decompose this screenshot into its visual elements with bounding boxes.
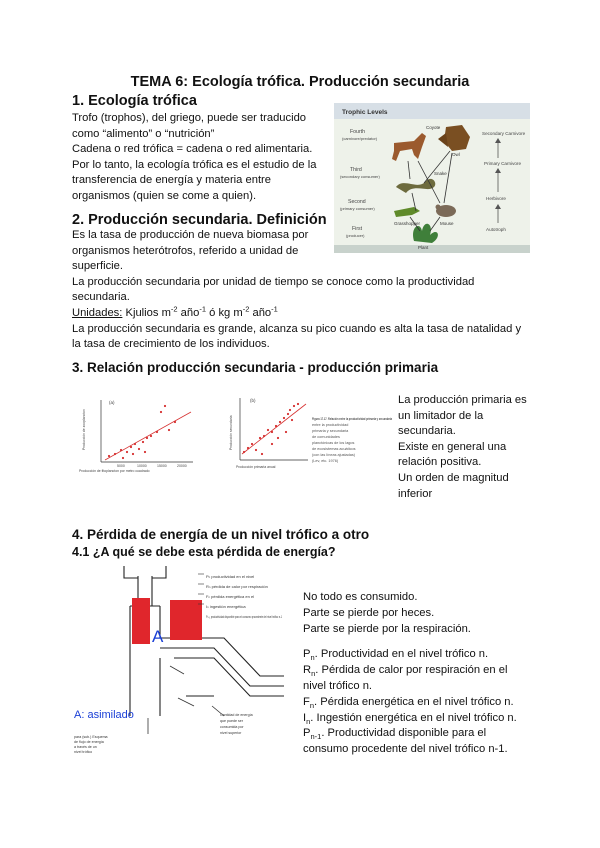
scatter-point [138,448,140,450]
section1-heading: 1. Ecología trófica [72,93,197,109]
text-line: la tasa de crecimiento de los individuos. [72,338,270,351]
text-line: transferencia de energía y materia entre [72,174,271,187]
level-name: Fourth [350,129,365,135]
svg-text:(Lev, etc. 1976): (Lev, etc. 1976) [312,459,339,463]
text-line: Parte se pierde por la respiración. [303,622,471,635]
level-name: First [352,226,363,232]
text-line: No todo es consumido. [303,591,418,603]
scatter-point [271,431,273,433]
scatter-point [289,409,291,411]
text-line: como “alimento” o “nutrición” [72,127,215,140]
level-name: Third [350,167,362,173]
level-sub: (secondary consumer) [340,174,380,179]
scatter-point [277,437,279,439]
section4-text [303,590,517,758]
level-sub: (primary consumer) [340,206,375,211]
scatter-point [267,429,269,431]
scatter-point [263,435,265,437]
text-line: Parte se pierde por heces. [303,606,435,619]
definition-line: $R_n$. Pérdida de calor por respiración en el [303,664,508,679]
text-line: La producción secundaria es grande, alcanza su pico cuando es alta la tasa de natalidad y [72,322,522,335]
scatter-point [144,451,146,453]
svg-text:(con las líneas ajustadas): (con las líneas ajustadas) [312,453,356,457]
scatter-point [134,443,136,445]
svg-text:10000: 10000 [137,464,147,468]
svg-text:Cantidad de energía: Cantidad de energía [220,713,253,717]
svg-text:de comunidades: de comunidades [312,435,340,439]
level-sub: (producer) [346,233,365,238]
scatter-point [287,413,289,415]
svg-text:5000: 5000 [117,464,125,468]
text-line: relación positiva. [398,456,482,469]
svg-text:planctónicas de los lagos: planctónicas de los lagos [312,441,355,445]
chart-caption: Figura 17.17. Relación entre la productividad primaria y secundaria [312,417,393,421]
definition-line: $I_n$. Ingestión energética en el nivel trófico n. [303,711,517,726]
svg-text:Plant: Plant [418,245,429,250]
asimilado-label: A: asimilado [74,709,134,721]
scatter-point [283,417,285,419]
section4-heading: 4. Pérdida de energía de un nivel trófico a otro [72,527,370,542]
svg-text:nivel trófico: nivel trófico [74,750,93,754]
scatter-point [130,446,132,448]
svg-text:Mouse: Mouse [440,221,454,226]
scatter-point [132,453,134,455]
scatter-point [122,457,124,459]
figure-title: Trophic Levels [342,109,388,116]
scatter-point [114,453,116,455]
svg-text:primaria y secundaria: primaria y secundaria [312,429,349,433]
text-line: Por lo tanto, la ecología trófica es el estudio de la [72,158,317,171]
svg-text:de ecosistemas acuáticos: de ecosistemas acuáticos [312,447,356,451]
svg-text:a través de un: a través de un [74,745,97,749]
scatter-point [146,437,148,439]
units-label: Unidades: [72,306,123,319]
scatter-point [261,453,263,455]
role-label: Herbivore [486,196,506,201]
section1-text [72,111,316,205]
units-line: Unidades: Kjulios $m^{-2}$ año$^{-1}$ ó kg $m^{-2}$ año$^{-1}$ [72,304,278,319]
text-line: un limitador de la [398,409,484,422]
chart-b-label: (b) [250,398,256,403]
scatter-point [160,411,162,413]
definition-line: $P_n$. Productividad en el nivel trófico n. [303,648,489,663]
svg-text:20000: 20000 [177,464,187,468]
text-line: inferior [398,487,433,500]
svg-text:Snake: Snake [434,171,447,176]
svg-text:de flujo de energía: de flujo de energía [74,740,104,744]
scatter-point [150,435,152,437]
scatter-point [142,441,144,443]
text-line: Es la tasa de producción de nueva biomasa por [72,229,309,241]
svg-text:Pₙ₋₁ productividad disponible: Pₙ₋₁ productividad disponible para el consumo procedente del nivel trófico n-1 [206,614,283,619]
chart-a-label: (a) [109,400,115,405]
chart-a [75,392,197,474]
svg-text:consumida por: consumida por [220,725,244,729]
scatter-point [108,455,110,457]
svg-text:15000: 15000 [157,464,167,468]
red-block-left [132,598,150,644]
text-line: Existe en general una [398,440,507,453]
scatter-point [164,405,166,407]
red-block-right [170,600,202,640]
big-a-label: A [152,627,164,646]
chart-a-points [108,405,176,459]
definition-line: $F_n$. Pérdida energética en el nivel trófico n. [303,695,514,711]
chart-b [228,392,398,474]
svg-text:entre la productividad: entre la productividad [312,423,349,427]
text-line: secundaria. [72,291,130,304]
scatter-point [291,419,293,421]
section3-heading: 3. Relación producción secundaria - producción primaria [72,360,439,375]
svg-text:Producción de zooplancton: Producción de zooplancton [82,409,86,450]
scatter-point [243,451,245,453]
text-line: La producción secundaria por unidad de tiempo se conoce como la productividad [72,275,475,288]
svg-text:Pₙ productividad en el nivel: Pₙ productividad en el nivel [206,574,255,579]
level-name: Second [348,199,366,205]
text-line: Cadena o red trófica = cadena o red alimentaria. [72,143,313,156]
svg-text:Owl: Owl [452,152,460,157]
scatter-point [293,405,295,407]
scatter-point [251,443,253,445]
scatter-point [259,437,261,439]
level-sub: (carnivore/predator) [342,136,378,141]
page-title: TEMA 6: Ecología trófica. Producción secundaria [130,74,470,90]
role-label: Primary Carnivore [484,161,522,166]
svg-text:Producción secundaria: Producción secundaria [229,415,233,450]
text-line: superficie. [72,260,123,273]
scatter-point [285,431,287,433]
text-line: Trofo (trophos), del griego, puede ser traducido [72,112,307,124]
definition-line: consumo procedente del nivel trófico n-1. [303,743,508,756]
section3-text [398,393,527,502]
scatter-point [168,429,170,431]
section2-definition [72,228,521,353]
svg-text:Fₙ pérdida energética en el: Fₙ pérdida energética en el [206,594,255,599]
svg-text:Grasshopper: Grasshopper [394,221,421,226]
chart-b-xlabel: Producción primaria anual [236,465,276,469]
scatter-point [156,431,158,433]
svg-text:Iₙ ingestión energética: Iₙ ingestión energética [206,604,246,609]
svg-text:nivel superior: nivel superior [220,731,242,735]
text-line: organismos (quien se come a quien). [72,189,257,202]
chart-b-points [243,403,299,455]
text-line: Un orden de magnitud [398,471,509,484]
scatter-point [275,425,277,427]
scatter-point [279,421,281,423]
scatter-point [126,451,128,453]
svg-text:Rₙ pérdida de calor por respir: Rₙ pérdida de calor por respiración [206,584,268,589]
chart-a-xlabel: Producción de fitoplancton por metro cuadrado [79,469,150,473]
svg-text:que puede ser: que puede ser [220,719,243,723]
scatter-point [174,421,176,423]
svg-text:Coyote: Coyote [426,125,441,130]
energy-flow-diagram [74,566,290,756]
text-line: organismos heterótrofos, referido a unidad de [72,244,299,257]
text-line: La producción primaria es [398,394,527,406]
scatter-point [120,449,122,451]
scatter-point [297,403,299,405]
scatter-point [255,449,257,451]
role-label: Autotroph [486,227,506,232]
section2-heading: 2. Producción secundaria. Definición [72,212,327,228]
role-label: Secondary Carnivore [482,131,526,136]
scatter-point [271,443,273,445]
definition-line: $P_{n-1}$. Productividad disponible para el [303,727,487,742]
definition-line: nivel trófico n. [303,679,373,692]
section4-subheading: 4.1 ¿A qué se debe esta pérdida de energía? [72,545,336,559]
scatter-point [247,447,249,449]
text-line: secundaria. [398,425,456,438]
svg-text:para (sub.) Esquema: para (sub.) Esquema [74,735,108,739]
